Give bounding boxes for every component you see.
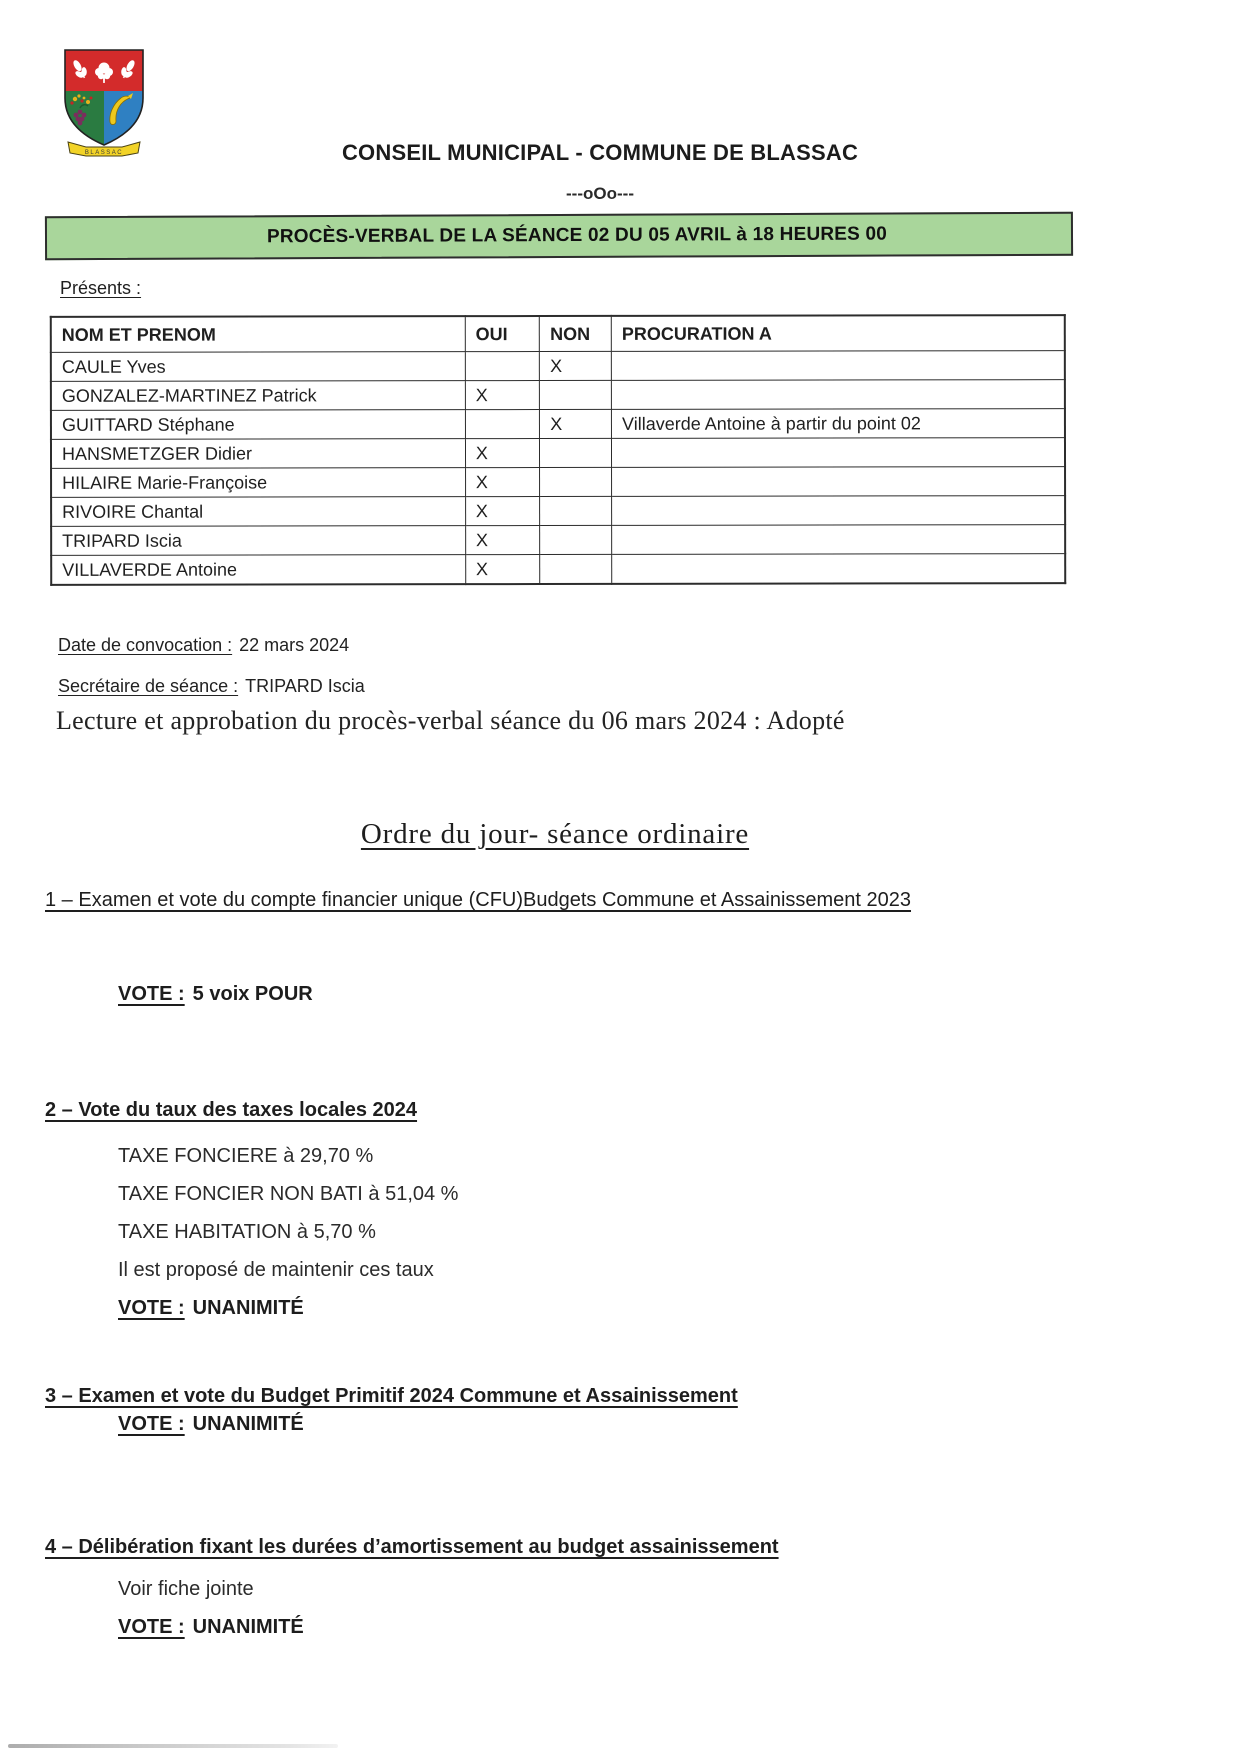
agenda-item-1-vote [118,983,313,1006]
secretary-label: Secrétaire de séance : [58,676,239,696]
agenda-item-4-detail: Voir fiche jointe [118,1578,254,1600]
table-row [51,438,1065,469]
col-nom: NOM ET PRENOM [51,316,465,352]
non-cell [540,525,612,554]
non-cell: X [540,351,612,380]
oui-cell: X [465,497,540,526]
vote-label: VOTE : [118,1616,185,1638]
session-banner [45,212,1073,260]
procuration-cell [612,525,1065,555]
member-name: VILLAVERDE Antoine [51,555,465,585]
non-cell [540,496,612,525]
attendance-table [50,314,1066,586]
non-cell [540,467,612,496]
procuration-cell [612,496,1065,526]
table-row [51,525,1065,556]
oui-cell: X [465,381,540,410]
agenda-item-2-detail: TAXE FONCIERE à 29,70 % [118,1145,374,1167]
agenda-item-3-vote [118,1413,304,1436]
secretary-value: TRIPARD Iscia [245,676,365,696]
non-cell [540,380,612,409]
procuration-cell [612,467,1065,497]
procuration-cell [612,438,1065,468]
agenda-item-4-vote [118,1616,304,1639]
vote-label: VOTE : [118,1413,185,1435]
convocation-value: 22 mars 2024 [239,635,350,655]
approval-line: Lecture et approbation du procès-verbal séance du 06 mars 2024 : Adopté [56,706,845,735]
member-name: GUITTARD Stéphane [51,410,465,440]
member-name: HANSMETZGER Didier [51,439,465,469]
col-oui: OUI [465,316,540,352]
table-row [51,554,1065,585]
agenda-item-1-title: 1 – Examen et vote du compte financier unique (CFU)Budgets Commune et Assainissement 2023 [45,889,912,911]
member-name: HILAIRE Marie-Françoise [51,468,465,498]
oui-cell: X [465,439,540,468]
document-title: CONSEIL MUNICIPAL - COMMUNE DE BLASSAC [341,140,859,165]
agenda-item-4-title: 4 – Délibération fixant les durées d’amortissement au budget assainissement [45,1536,779,1558]
agenda-item-2-title: 2 – Vote du taux des taxes locales 2024 [45,1099,418,1121]
vote-value: 5 voix POUR [192,983,313,1005]
table-row [51,496,1065,527]
vote-value: UNANIMITÉ [192,1616,304,1638]
procuration-cell: Villaverde Antoine à partir du point 02 [611,409,1064,439]
vote-label: VOTE : [118,983,185,1005]
agenda-heading: Ordre du jour- séance ordinaire [360,818,750,850]
table-row [51,351,1065,382]
agenda-item-2-detail: TAXE FONCIER NON BATI à 51,04 % [118,1183,459,1205]
non-cell [540,438,612,467]
col-procuration: PROCURATION A [611,315,1064,351]
presents-label: Présents : [60,278,142,298]
procuration-cell [611,351,1064,381]
ooo-separator: ---oOo--- [566,184,634,203]
agenda-item-2-vote [118,1297,304,1320]
oui-cell: X [465,526,540,555]
col-non: NON [540,316,612,352]
attendance-header-row [51,315,1065,352]
convocation-label: Date de convocation : [58,635,233,655]
non-cell: X [540,409,612,438]
table-row [51,409,1065,440]
oui-cell [465,352,540,381]
table-row [51,467,1065,498]
agenda-item-3-title: 3 – Examen et vote du Budget Primitif 2024 Commune et Assainissement [45,1385,738,1407]
session-banner-text: PROCÈS-VERBAL DE LA SÉANCE 02 DU 05 AVRIL à 18 HEURES 00 [266,223,888,248]
scan-artifact-line [8,1744,338,1748]
vote-value: UNANIMITÉ [192,1297,304,1319]
oui-cell: X [465,555,540,585]
procuration-cell [612,554,1065,584]
table-row [51,380,1065,411]
agenda-item-2-detail: TAXE HABITATION à 5,70 % [118,1221,376,1243]
member-name: RIVOIRE Chantal [51,497,465,527]
vote-value: UNANIMITÉ [192,1413,304,1435]
oui-cell [465,410,540,439]
non-cell [540,554,612,584]
logo-motto-text: BLASSAC [84,150,124,156]
member-name: GONZALEZ-MARTINEZ Patrick [51,381,465,411]
member-name: TRIPARD Iscia [51,526,465,556]
vote-label: VOTE : [118,1297,185,1319]
secretary-line [58,676,365,697]
agenda-item-2-detail: Il est proposé de maintenir ces taux [118,1259,434,1281]
member-name: CAULE Yves [51,352,465,382]
convocation-date-line [58,635,349,656]
oui-cell: X [465,468,540,497]
procuration-cell [611,380,1064,410]
